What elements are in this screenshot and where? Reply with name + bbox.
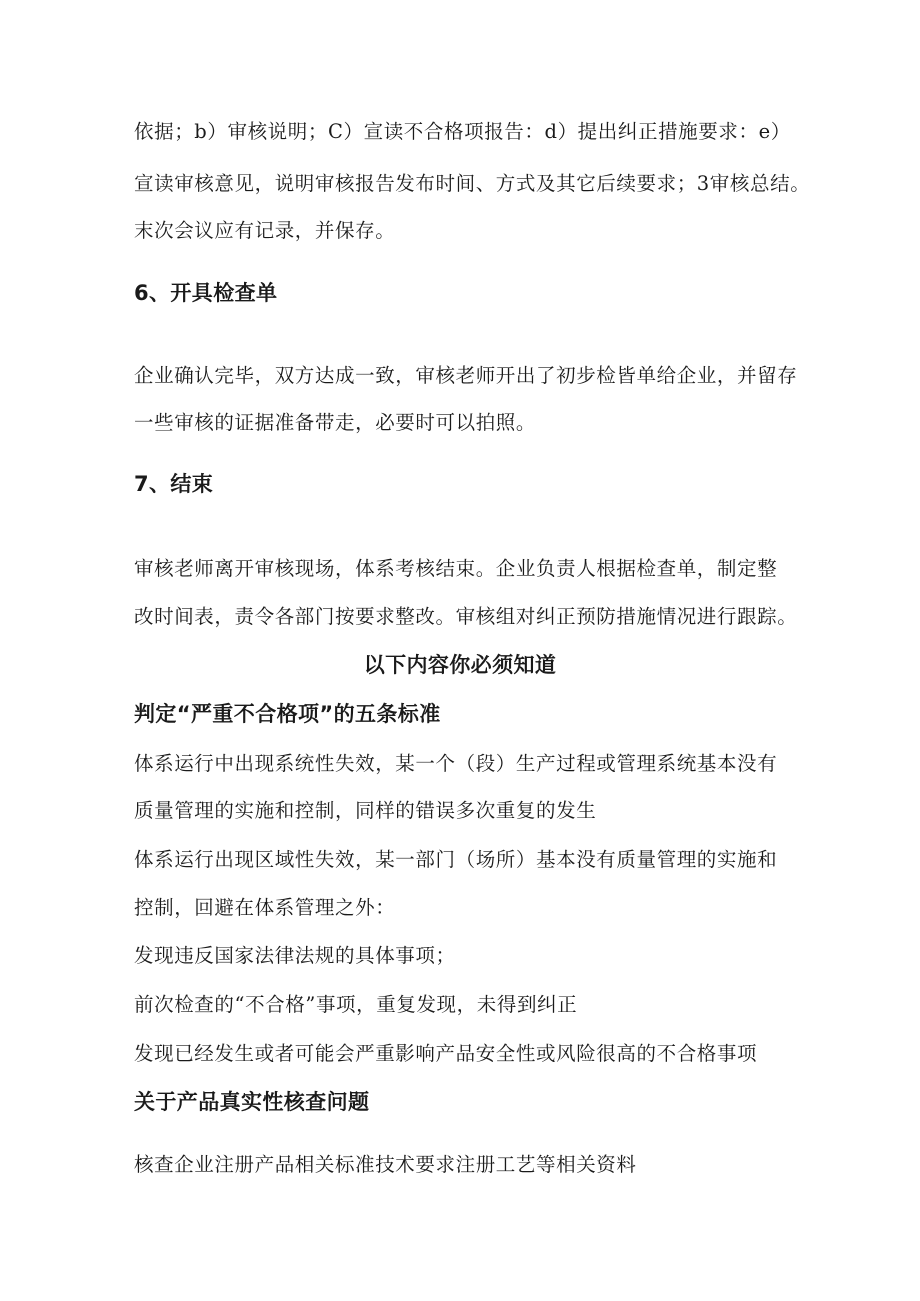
authenticity-line-1: 核查企业注册产品相关标准技术要求注册工艺等相关资料 (134, 1153, 637, 1176)
criteria-line-3: 体系运行出现区域性失效，某一部门（场所）基本没有质量管理的实施和 (134, 848, 778, 871)
section-7-heading: 7、结束 (134, 472, 214, 496)
section-7-line-2: 改时间表，责令各部门按要求整改。审核组对纠正预防措施情况进行跟踪。 (134, 605, 798, 628)
criteria-line-2: 质量管理的实施和控制，同样的错误多次重复的发生 (134, 799, 597, 822)
section-6-heading: 6、开具检查单 (134, 281, 278, 305)
intro-line-1: 依据；b）审核说明；C）宣读不合格项报告：d）提出纠正措施要求：e） (134, 120, 791, 143)
intro-line-2: 宣读审核意见，说明审核报告发布时间、方式及其它后续要求；3审核总结。 (134, 172, 811, 195)
criteria-line-1: 体系运行中出现系统性失效，某一个（段）生产过程或管理系统基本没有 (134, 752, 778, 775)
must-know-heading: 以下内容你必须知道 (363, 653, 557, 677)
five-criteria-heading: 判定“严重不合格项”的五条标准 (134, 702, 441, 726)
criteria-line-5: 发现违反国家法律法规的具体事项； (134, 944, 456, 967)
section-6-line-2: 一些审核的证据准备带走，必要时可以拍照。 (134, 411, 537, 434)
criteria-line-6: 前次检查的“不合格”事项，重复发现，未得到纠正 (134, 993, 578, 1016)
intro-line-3: 末次会议应有记录，并保存。 (134, 219, 396, 242)
authenticity-heading: 关于产品真实性核查问题 (134, 1090, 370, 1114)
section-6-line-1: 企业确认完毕，双方达成一致，审核老师开出了初步检皆单给企业，并留存 (134, 364, 798, 387)
section-7-line-1: 审核老师离开审核现场，体系考核结束。企业负责人根据检查单，制定整 (134, 557, 778, 580)
criteria-line-4: 控制，回避在体系管理之外： (134, 896, 396, 919)
criteria-line-7: 发现已经发生或者可能会严重影响产品安全性或风险很高的不合格事项 (134, 1042, 758, 1065)
